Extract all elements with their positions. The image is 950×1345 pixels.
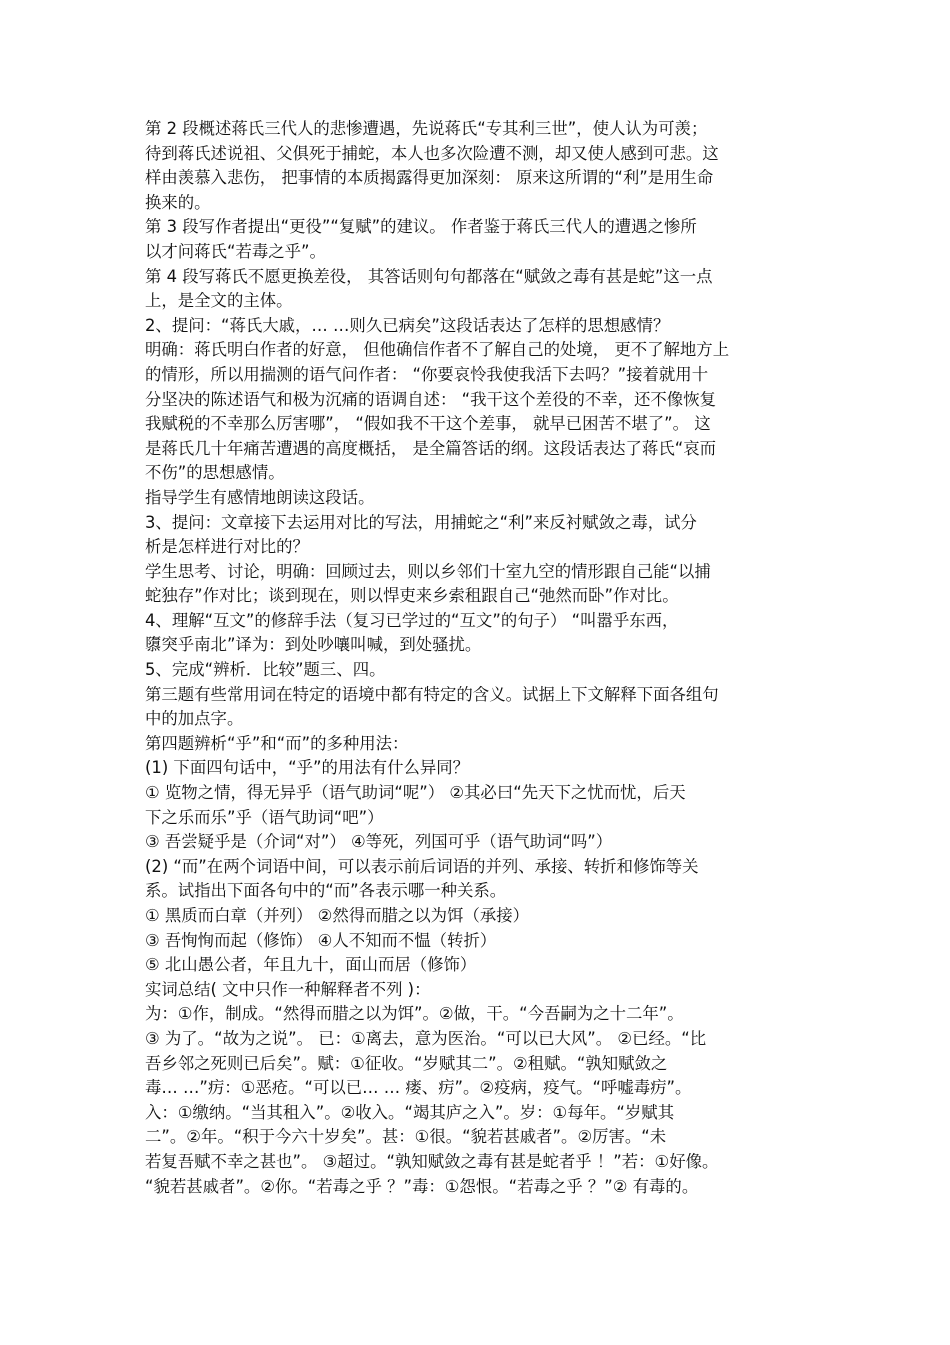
text-line: 中的加点字。 bbox=[145, 709, 244, 729]
text-line: 指导学生有感情地朗读这段话。 bbox=[145, 487, 375, 507]
text-line: 3、提问：文章接下去运用对比的写法，用捕蛇之“利”来反衬赋敛之毒，试分 bbox=[145, 512, 697, 532]
text-line: 4、理解“互文”的修辞手法（复习已学过的“互文”的句子） “叫嚣乎东西， bbox=[145, 610, 679, 630]
text-line: 2、提问：“蒋氏大戚，… …则久已病矣”这段话表达了怎样的思想感情？ bbox=[145, 315, 670, 335]
text-line: 换来的。 bbox=[145, 192, 211, 212]
text-line: 蛇独存”作对比；谈到现在，则以悍吏来乡索租跟自己“弛然而卧”作对比。 bbox=[145, 586, 679, 606]
text-line: 第 4 段写蒋氏不愿更换差役， 其答话则句句都落在“赋敛之毒有甚是蛇”这一点 bbox=[145, 266, 713, 286]
text-line: 二”。②年。“积于今六十岁矣”。甚：①很。“貌若甚戚者”。②厉害。“未 bbox=[145, 1127, 667, 1147]
text-line: (1) 下面四句话中，“乎”的用法有什么异同？ bbox=[145, 758, 470, 778]
text-line: 实词总结( 文中只作一种解释者不列 )： bbox=[145, 979, 431, 999]
text-line: 入：①缴纳。“当其租入”。②收入。“竭其庐之入”。岁：①每年。“岁赋其 bbox=[145, 1102, 675, 1122]
text-line: 吾乡邻之死则已后矣”。赋：①征收。“岁赋其二”。②租赋。“孰知赋敛之 bbox=[145, 1053, 668, 1073]
text-line: 是蒋氏几十年痛苦遭遇的高度概括， 是全篇答话的纲。这段话表达了蒋氏“哀而 bbox=[145, 438, 716, 458]
text-line: ③ 为了。“故为之说”。 已：①离去，意为医治。“可以已大风”。 ②已经。“比 bbox=[145, 1028, 707, 1048]
text-line: (2) “而”在两个词语中间，可以表示前后词语的并列、承接、转折和修饰等关 bbox=[145, 856, 699, 876]
text-line: 若复吾赋不幸之甚也”。 ③超过。“孰知赋敛之毒有甚是蛇者乎 ！”若：①好像。 bbox=[145, 1151, 719, 1171]
text-line: 毒… …”疠：①恶疮。“可以已… … 瘘、疠”。②疫病，疫气。“呼嘘毒疠”。 bbox=[145, 1078, 692, 1098]
text-line: 的情形，所以用揣测的语气问作者： “你要哀怜我使我活下去吗？”接着就用十 bbox=[145, 364, 709, 384]
text-line: 5、完成“辨析．比较”题三、四。 bbox=[145, 660, 386, 680]
text-line: 不伤”的思想感情。 bbox=[145, 463, 285, 483]
text-line: 样由羡慕入悲伤， 把事情的本质揭露得更加深刻： 原来这所谓的“利”是用生命 bbox=[145, 168, 714, 188]
text-line: 析是怎样进行对比的？ bbox=[145, 537, 309, 557]
text-line: 第 2 段概述蒋氏三代人的悲惨遭遇，先说蒋氏“专其利三世”，使人认为可羡； bbox=[145, 119, 708, 138]
text-line: ③ 吾恂恂而起（修饰） ④人不知而不愠（转折） bbox=[145, 930, 497, 950]
text-line: 明确：蒋氏明白作者的好意， 但他确信作者不了解自己的处境， 更不了解地方上 bbox=[145, 340, 730, 360]
text-line: 第 3 段写作者提出“更役”“复赋”的建议。 作者鉴于蒋氏三代人的遭遇之惨所 bbox=[145, 217, 697, 237]
text-line: ① 黑质而白章（并列） ②然得而腊之以为饵（承接） bbox=[145, 906, 530, 925]
text-line: ① 览物之情，得无异乎（语气助词“呢”） ②其必曰“先天下之忧而忧，后天 bbox=[145, 783, 686, 803]
text-line: 为：①作，制成。“然得而腊之以为饵”。②做，干。“今吾嗣为之十二年”。 bbox=[145, 1004, 684, 1024]
text-line: 第三题有些常用词在特定的语境中都有特定的含义。试据上下文解释下面各组句 bbox=[145, 684, 719, 704]
text-line: 我赋税的不幸那么厉害哪”， “假如我不干这个差事， 就早已困苦不堪了”。 这 bbox=[145, 414, 711, 434]
text-line: 以才问蒋氏“若毒之乎”。 bbox=[145, 241, 326, 261]
text-line: 第四题辨析“乎”和“而”的多种用法： bbox=[145, 733, 409, 753]
text-line: “貌若甚戚者”。②你。“若毒之乎 ？”毒：①怨恨。“若毒之乎 ？”② 有毒的。 bbox=[145, 1176, 699, 1196]
text-line: 隳突乎南北”译为：到处吵嚷叫喊，到处骚扰。 bbox=[145, 635, 482, 655]
text-line: 上，是全文的主体。 bbox=[145, 291, 293, 311]
text-line: 待到蒋氏述说祖、父俱死于捕蛇，本人也多次险遭不测，却又使人感到可悲。这 bbox=[145, 143, 719, 163]
document-body bbox=[145, 117, 810, 1199]
text-line: 系。试指出下面各句中的“而”各表示哪一种关系。 bbox=[145, 881, 507, 901]
text-line: 学生思考、讨论，明确：回顾过去，则以乡邻们十室九空的情形跟自己能“以捕 bbox=[145, 561, 711, 581]
text-line: 下之乐而乐”乎（语气助词“吧”） bbox=[145, 807, 384, 827]
text-line: ③ 吾尝疑乎是（介词“对”） ④等死，列国可乎（语气助词“吗”） bbox=[145, 832, 613, 852]
text-line: 分坚决的陈述语气和极为沉痛的语调自述： “我干这个差役的不幸，还不像恢复 bbox=[145, 389, 716, 409]
text-line: ⑤ 北山愚公者，年且九十，面山而居（修饰） bbox=[145, 955, 477, 975]
